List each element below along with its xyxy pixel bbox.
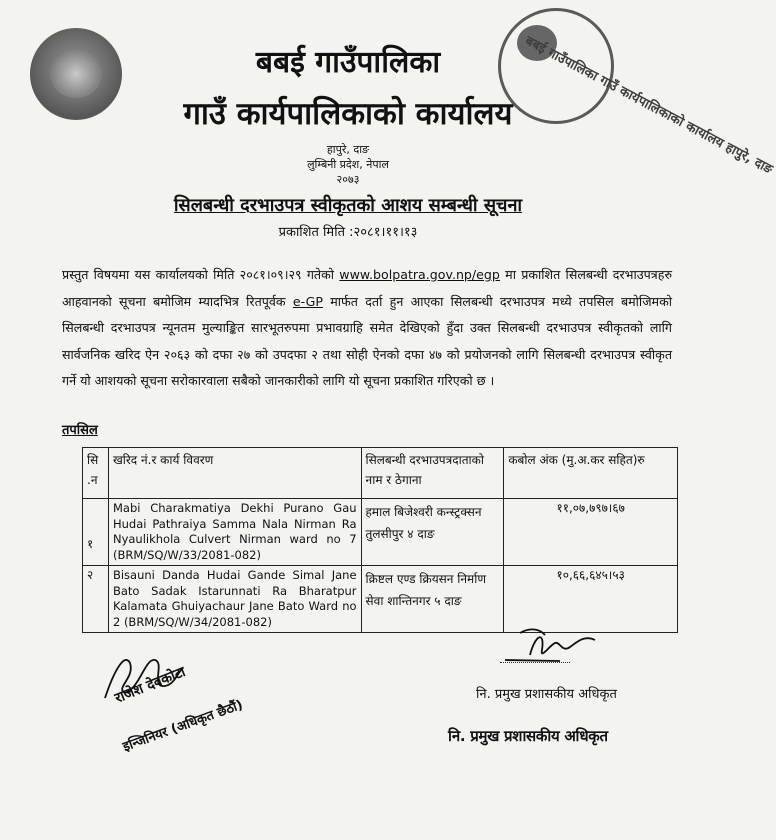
schedule-label: तपसिल: [62, 423, 98, 438]
published-date: प्रकाशित मिति :२०८१।११।१३: [278, 225, 418, 240]
paragraph-part-2: मा प्रकाशित सिलबन्धी दरभाउपत्रहरु आहवानको सूचना बमोजिम म्यादभित्र रितपूर्वक: [62, 267, 672, 309]
row-sn: १: [83, 499, 109, 566]
header-bidder: सिलबन्धी दरभाउपत्रदाताको नाम र ठेगाना: [361, 448, 504, 499]
row-bidder: क्रिष्टल एण्ड क्रियसन निर्माण सेवा शान्तिनगर ५ दाङ: [361, 566, 504, 633]
row-description: Bisauni Danda Hudai Gande Simal Jane Bato Sadak Istarunnati Ra Bharatpur Kalamata Ghuiyachaur Jane Bato Ward no 2 (BRM/SQ/W/34/2081-082): [108, 566, 361, 633]
engineer-name: राजेश देवकोटा: [112, 663, 188, 707]
bid-table: [82, 447, 678, 633]
row-amount: १०,६६,६४५।५३: [504, 566, 678, 633]
header-sn: सि .न: [83, 448, 109, 499]
header-description: खरिद नं.र कार्य विवरण: [108, 448, 361, 499]
table-row: [83, 499, 678, 566]
paragraph-part-3: मार्फत दर्ता हुन आएका सिलबन्धी दरभाउपत्र मध्ये तपसिल बमोजिमको सिलबन्धी दरभाउपत्र न्यूनतम मुल्याङ्कित सारभूतरुपमा प्रभावग्राहि समेत देखिएको हुँदा उक्त सिलबन्धी दरभाउपत्र स्वीकृतको लागि सार्वजनिक खरिद ऐन २०६३ को दफा २७ को उपदफा २ तथा सोही ऐनको दफा ४७ को प्रयोजनको लागि सिलबन्धी दरभाउपत्र स्वीकृत गर्ने यो आशयको सूचना सरोकारवाला सबैको जानकारीको लागि यो सूचना प्रकाशित गरिएको छ ।: [62, 293, 672, 388]
admin-officer-title: नि. प्रमुख प्रशासकीय अधिकृत: [476, 687, 617, 702]
established-year: २०७३: [336, 173, 360, 186]
notice-paragraph: [62, 262, 672, 395]
signature-line: [500, 662, 570, 663]
row-bidder: हमाल बिजेश्वरी कन्स्ट्रक्सन तुलसीपुर ४ दाङ: [361, 499, 504, 566]
notice-subject: सिलबन्धी दरभाउपत्र स्वीकृतको आशय सम्बन्धी सूचना: [173, 195, 523, 216]
row-description: Mabi Charakmatiya Dekhi Purano Gau Hudai Pathraiya Samma Nala Nirman Ra Nyaulikhola Culvert Nirman ward no 7 (BRM/SQ/W/33/2081-082): [108, 499, 361, 566]
header-amount: कबोल अंक (मु.अ.कर सहित)रु: [504, 448, 678, 499]
office-name: गाउँ कार्यपालिकाको कार्यालय: [183, 96, 513, 132]
address-line-1: हापुरे, दाङ: [326, 143, 370, 156]
table-header-row: [83, 448, 678, 499]
egp-label: e-GP: [292, 293, 323, 309]
row-amount: ११,०७,७९७।६७: [504, 499, 678, 566]
municipality-name: बबई गाउँपालिका: [255, 45, 441, 80]
address-line-2: लुम्बिनी प्रदेश, नेपाल: [307, 158, 389, 171]
paragraph-part-1: प्रस्तुत विषयमा यस कार्यालयको मिति २०८१।०९।२९ गतेको: [62, 267, 340, 282]
admin-officer-stamp: नि. प्रमुख प्रशासकीय अधिकृत: [448, 727, 608, 745]
bolpatra-link[interactable]: www.bolpatra.gov.np/egp: [339, 267, 500, 282]
right-signature-scribble: [500, 625, 630, 670]
row-sn: २: [83, 566, 109, 633]
engineer-title: इन्जिनियर (अधिकृत छैठौं): [121, 697, 245, 755]
stamp-text: बबई गाउँपालिका गाउँ कार्यपालिकाको कार्यालय हापुरे, दाङ: [522, 33, 775, 178]
table-row: [83, 566, 678, 633]
